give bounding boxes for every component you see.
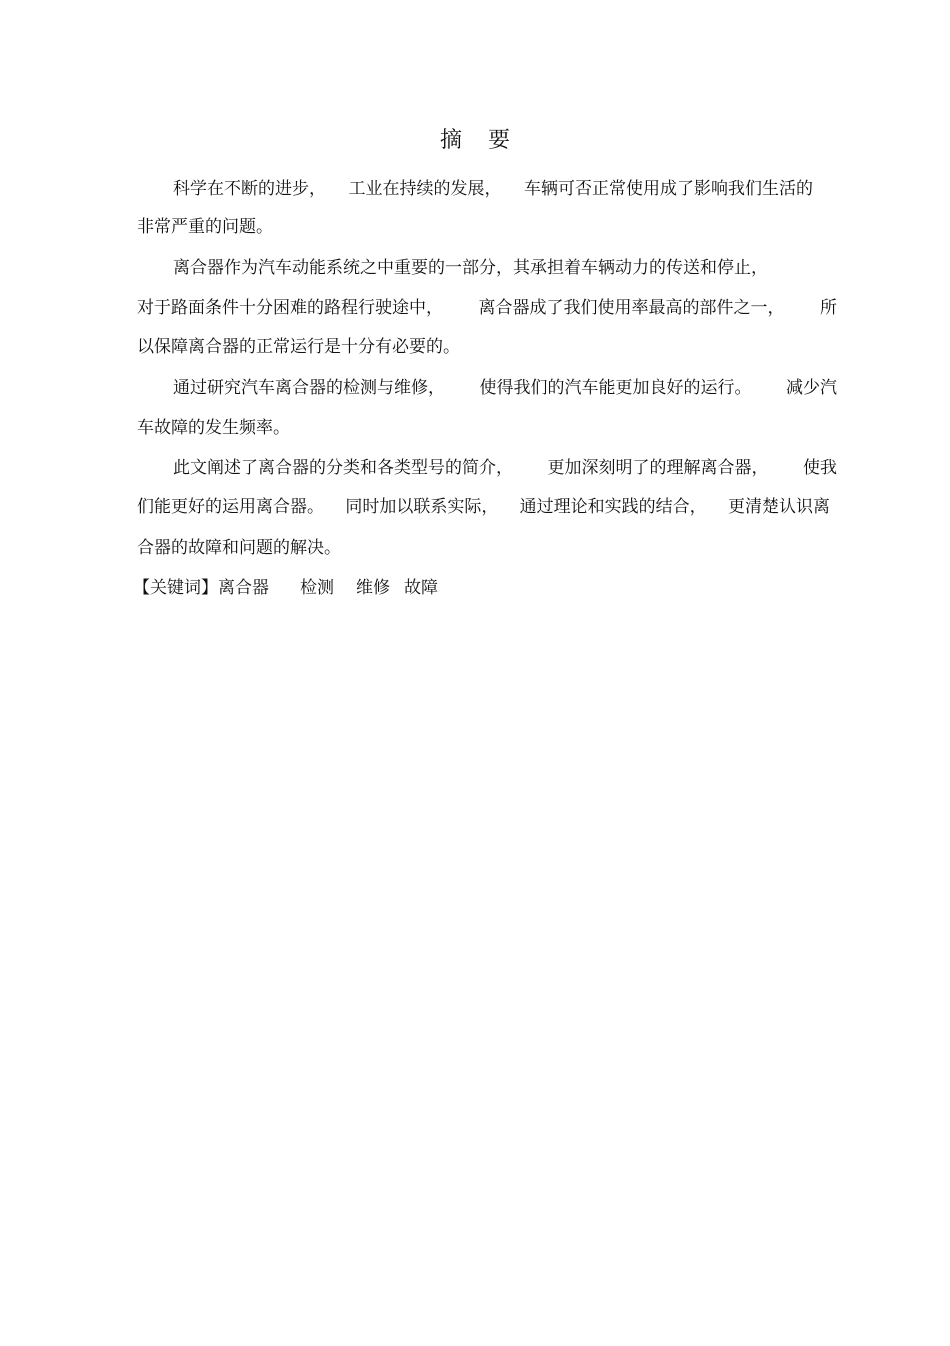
text-segment: 使我 [803, 458, 837, 478]
text-segment: 们能更好的运用离合器。 [137, 497, 324, 517]
paragraph-4-line-2 [137, 495, 830, 519]
keyword: 故障 [404, 578, 438, 598]
text-segment: 同时加以联系实际， [345, 497, 499, 517]
paragraph-1-line-2 [137, 215, 837, 239]
text-segment: 合器的故障和问题的解决。 [137, 538, 341, 558]
text-segment: 通过理论和实践的结合， [519, 497, 707, 517]
paragraph-3-line-2 [137, 416, 837, 440]
paragraph-4-line-3 [137, 536, 837, 560]
paragraph-4-line-1 [173, 456, 837, 480]
text-segment: 对于路面条件十分困难的路程行驶途中， [137, 298, 443, 318]
text-segment: 使得我们的汽车能更加良好的运行。 [479, 378, 752, 398]
title-char-1: 摘 [439, 128, 462, 153]
paragraph-1-line-1 [173, 177, 813, 201]
text-segment: 减少汽 [786, 378, 837, 398]
text-segment: 科学在不断的进步， [173, 179, 326, 199]
text-segment: 更加深刻明了的理解离合器， [547, 458, 769, 478]
text-segment: 通过研究汽车离合器的检测与维修， [173, 378, 445, 398]
page-title [0, 124, 950, 158]
title-char-2: 要 [488, 128, 511, 153]
keyword: 离合器 [218, 578, 269, 598]
text-segment: 车辆可否正常使用成了影响我们生活的 [524, 179, 813, 199]
keywords-line [133, 576, 438, 600]
text-segment: 此文阐述了离合器的分类和各类型号的简介， [173, 458, 513, 478]
text-segment: 非常严重的问题。 [137, 217, 273, 237]
text-segment: 更清楚认识离 [727, 497, 830, 517]
text-segment: 以保障离合器的正常运行是十分有必要的。 [137, 337, 460, 357]
keyword: 检测 [300, 578, 334, 598]
paragraph-2-line-3 [137, 335, 837, 359]
text-segment: 车故障的发生频率。 [137, 418, 290, 438]
paragraph-2-line-1 [173, 256, 837, 280]
paragraph-2-line-2 [137, 296, 837, 320]
text-segment: 离合器作为汽车动能系统之中重要的一部分，其承担着车辆动力的传送和停止， [173, 258, 768, 278]
text-segment: 所 [820, 298, 837, 318]
keywords-label: 【关键词】 [133, 578, 218, 598]
text-segment: 工业在持续的发展， [348, 179, 502, 199]
paragraph-3-line-1 [173, 376, 837, 400]
keyword: 维修 [356, 578, 390, 598]
text-segment: 离合器成了我们使用率最高的部件之一， [478, 298, 785, 318]
